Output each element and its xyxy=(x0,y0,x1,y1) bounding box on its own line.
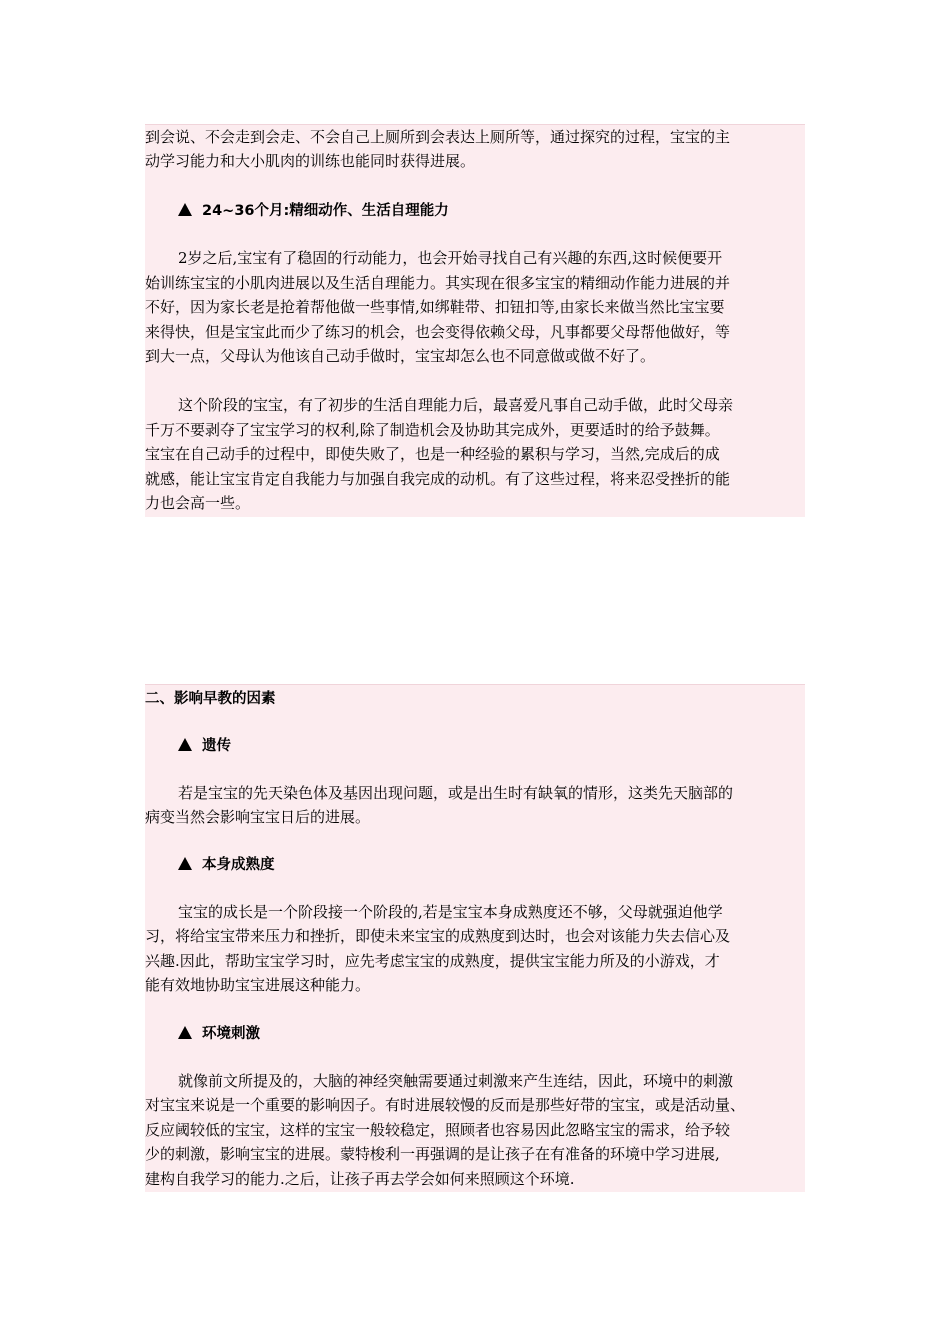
text-line: 始训练宝宝的小肌肉进展以及生活自理能力。其实现在很多宝宝的精细动作能力进展的并 xyxy=(145,274,731,292)
content-block-2 xyxy=(145,684,805,1192)
text-line: 到会说、不会走到会走、不会自己上厕所到会表达上厕所等，通过探究的过程，宝宝的主 xyxy=(145,128,731,146)
text-line: 这个阶段的宝宝，有了初步的生活自理能力后，最喜爱凡事自己动手做，此时父母亲 xyxy=(178,396,734,414)
text-line: 就感，能让宝宝肯定自我能力与加强自我完成的动机。有了这些过程，将来忍受挫折的能 xyxy=(145,470,731,488)
heading-text: 本身成熟度 xyxy=(202,857,275,873)
text-line: 宝宝的成长是一个阶段接一个阶段的,若是宝宝本身成熟度还不够，父母就强迫他学 xyxy=(178,903,723,921)
triangle-bullet-icon xyxy=(178,857,192,870)
text-line: 病变当然会影响宝宝日后的进展。 xyxy=(145,808,371,826)
section-heading-maturity xyxy=(178,853,805,877)
text-line: 习，将给宝宝带来压力和挫折，即使未来宝宝的成熟度到达时，也会对该能力失去信心及 xyxy=(145,927,731,945)
text-line: 2岁之后,宝宝有了稳固的行动能力，也会开始寻找自己有兴趣的东西,这时候便要开 xyxy=(178,249,723,267)
text-line: 千万不要剥夺了宝宝学习的权利,除了制造机会及协助其完成外，更要适时的给予鼓舞。 xyxy=(145,421,720,439)
text-line: 对宝宝来说是一个重要的影响因子。有时进展较慢的反而是那些好带的宝宝，或是活动量、 xyxy=(145,1096,746,1114)
text-line: 反应阈较低的宝宝，这样的宝宝一般较稳定，照顾者也容易因此忽略宝宝的需求，给予较 xyxy=(145,1121,731,1139)
text-line: 来得快，但是宝宝此而少了练习的机会，也会变得依赖父母，凡事都要父母帮他做好，等 xyxy=(145,323,731,341)
text-line: 少的刺激，影响宝宝的进展。蒙特梭利一再强调的是让孩子在有准备的环境中学习进展, xyxy=(145,1145,720,1163)
section-title: 二、影响早教的因素 xyxy=(145,691,276,707)
text-line: 建构自我学习的能力.之后，让孩子再去学会如何来照顾这个环境. xyxy=(145,1170,575,1188)
triangle-bullet-icon xyxy=(178,203,192,216)
heading-text: 24~36个月:精细动作、生活自理能力 xyxy=(202,203,449,219)
text-line: 宝宝在自己动手的过程中，即使失败了，也是一种经验的累积与学习，当然,完成后的成 xyxy=(145,445,720,463)
text-line: 力也会高一些。 xyxy=(145,494,251,512)
heading-text: 环境刺激 xyxy=(202,1026,260,1042)
content-block-1 xyxy=(145,124,805,517)
section-heading-environment xyxy=(178,1022,805,1046)
section-heading-genetics xyxy=(178,734,805,758)
triangle-bullet-icon xyxy=(178,1026,192,1039)
text-line: 不好，因为家长老是抢着帮他做一些事情,如绑鞋带、扣钮扣等,由家长来做当然比宝宝要 xyxy=(145,298,725,316)
text-line: 能有效地协助宝宝进展这种能力。 xyxy=(145,976,371,994)
triangle-bullet-icon xyxy=(178,738,192,751)
text-line: 若是宝宝的先天染色体及基因出现问题，或是出生时有缺氧的情形，这类先天脑部的 xyxy=(178,784,734,802)
text-line: 到大一点，父母认为他该自己动手做时，宝宝却怎么也不同意做或做不好了。 xyxy=(145,347,656,365)
text-line: 就像前文所提及的，大脑的神经突触需要通过刺激来产生连结，因此，环境中的刺激 xyxy=(178,1072,734,1090)
section-heading-24-36-months xyxy=(178,199,805,223)
text-line: 动学习能力和大小肌肉的训练也能同时获得进展。 xyxy=(145,152,476,170)
text-line: 兴趣.因此，帮助宝宝学习时，应先考虑宝宝的成熟度，提供宝宝能力所及的小游戏，才 xyxy=(145,952,720,970)
heading-text: 遗传 xyxy=(202,738,231,754)
